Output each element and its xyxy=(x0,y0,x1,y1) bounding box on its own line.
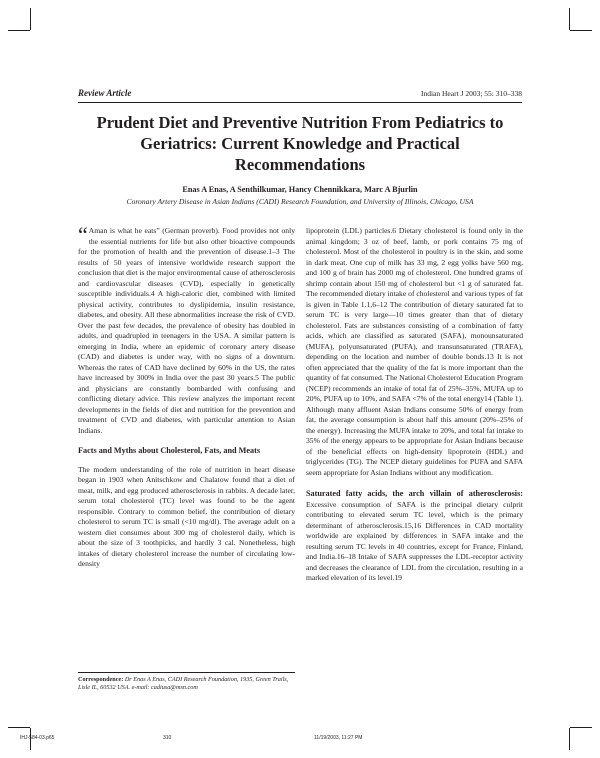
footer-file: IHJ-584-03.p65 xyxy=(20,735,55,741)
crop-mark xyxy=(8,30,30,31)
crop-mark xyxy=(569,8,570,30)
article-type-label: Review Article xyxy=(78,88,132,98)
correspondence-note xyxy=(78,672,295,692)
crop-mark xyxy=(569,728,570,750)
drop-quote: “ xyxy=(78,222,88,247)
footer-datetime: 11/19/2003, 11:27 PM xyxy=(314,735,363,741)
paragraph-text: Excessive consumption of SAFA is the principal dietary culprit contributing to elevated serum TC level, which is the primary determinant of atherosclerosis.15,16 Differences in CAD mortality worldwide are explained by differences in SAFA intake and the resulting serum TC levels in 40 countries, except for France, Finland, and India.16–18 Intake of SAFA suppresses the LDL-receptor activity and decreases the clearance of LDL from the circulation, resulting in a marked elevation of its level.19 xyxy=(306,499,523,582)
crop-mark xyxy=(570,727,592,728)
intro-paragraph xyxy=(78,222,295,436)
body-paragraph xyxy=(306,489,523,584)
running-header xyxy=(78,88,522,103)
section-heading: Facts and Myths about Cholesterol, Fats, and Meats xyxy=(78,446,261,455)
journal-citation: Indian Heart J 2003; 55: 310–338 xyxy=(420,89,522,98)
body-paragraph: The modern understanding of the role of nutrition in heart disease began in 1903 when Anitschkow and Chalatow found that a diet of meat, milk, and egg produced atherosclerosis in rabbits. A decade later, serum total cholesterol (TC) level was found to be the agent responsible. Contrary to common belief, the contribution of dietary cholesterol to serum TC is small (<10 mg/dl). The average adult on a western diet consumes about 300 mg of cholesterol daily, which is about the size of 3 toothpicks, and hardly 3 cal. Nonetheless, high intakes of dietary cholesterol increase the number of circulating low-density xyxy=(78,464,295,568)
crop-mark xyxy=(30,8,31,30)
article-title: Prudent Diet and Preventive Nutrition From Pediatrics to Geriatrics: Current Knowledge and Practical Recommendations xyxy=(96,113,504,174)
footer-page: 310 xyxy=(163,735,172,741)
intro-text: Aman is what he eats” (German proverb). Food provides not only the essential nutrients for life but also other bioactive compounds for the promotion of health and the prevention of disease.1–3 The results of 50 years of intensive worldwide research support the conclusion that diet is the major environmental cause of atherosclerosis and cardiovascular diseases (CVD), especially in genetically susceptible individuals.4 A high-caloric diet, combined with limited physical activity, contributes to dyslipidemia, insulin resistance, diabetes, and obesity. All these abnormalities increase the risk of CVD. Over the past few decades, the prevalence of obesity has doubled in adults, and quadrupled in teenagers in the USA. A similar pattern is emerging in India, where an epidemic of coronary artery disease (CAD) and diabetes is under way, with no signs of a downturn. Whereas the rates of CAD have declined by 60% in the US, the rates have increased by 300% in India over the past 30 years.5 The public and physicians are constantly bombarded with confusing and conflicting dietary advice. This review analyzes the important recent developments in the fields of diet and nutrition for the prevention and treatment of CVD and diabetes, with particular attention to Asian Indians. xyxy=(78,226,295,435)
correspondence-label: Correspondence: xyxy=(78,676,124,683)
author-list: Enas A Enas, A Senthilkumar, Hancy Chennikkara, Marc A Bjurlin xyxy=(182,185,418,194)
right-column xyxy=(306,226,523,584)
left-column xyxy=(78,222,295,570)
crop-mark xyxy=(570,30,592,31)
correspondence-text: Dr Enas A Enas, CADI Research Foundation, 1935, Green Trails, Lisle IL, 60532 USA. e-mail: cadiusa@msn.com xyxy=(78,676,289,691)
crop-mark xyxy=(8,727,30,728)
body-paragraph: lipoprotein (LDL) particles.6 Dietary cholesterol is found only in the animal kingdom; 3 oz of beef, lamb, or pork contains 75 mg of cholesterol. Most of the cholesterol in poultry is in the skin, and some in dark meat. One cup of milk has 33 mg, 2 egg yolks have 560 mg, and 100 g of brain has 2000 mg of cholesterol. One hundred grams of shrimp contain about 150 mg of cholesterol but <1 g of saturated fat. The recommended dietary intake of cholesterol and various types of fat is given in Table 1.1,6–12 The contribution of dietary saturated fat to serum TC is very large—10 times greater than that of dietary cholesterol. Fats are substances consisting of a combination of fatty acids, which are classified as saturated (SAFA), monounsaturated (MUFA), polyunsaturated (PUFA), and transunsaturated (TRAFA), depending on the location and number of double bonds.13 It is not often appreciated that the quality of the fat is more important than the quantity of fat consumed. The National Cholesterol Education Program (NCEP) recommends an intake of total fat of 25%–35%, MUFA up to 20%, PUFA up to 10%, and SAFA <7% of the total energy14 (Table 1). Although many affluent Asian Indians consume 50% of energy from fat, the average consumption is about half this amount (20%–25% of the energy). Increasing the MUFA intake to 20%, and total fat intake to 35% of the energy appears to be appropriate for Asian Indians because of the beneficial effects on high-density lipoprotein (HDL) and triglycerides (TG). The NCEP dietary guidelines for PUFA and SAFA seem appropriate for Asian Indians without any modification. xyxy=(306,226,523,477)
affiliation: Coronary Artery Disease in Asian Indians (CADI) Research Foundation, and University of Illinois, Chicago, USA xyxy=(126,197,474,206)
paragraph-lead-heading: Saturated fatty acids, the arch villain of atherosclerosis: xyxy=(306,489,523,498)
